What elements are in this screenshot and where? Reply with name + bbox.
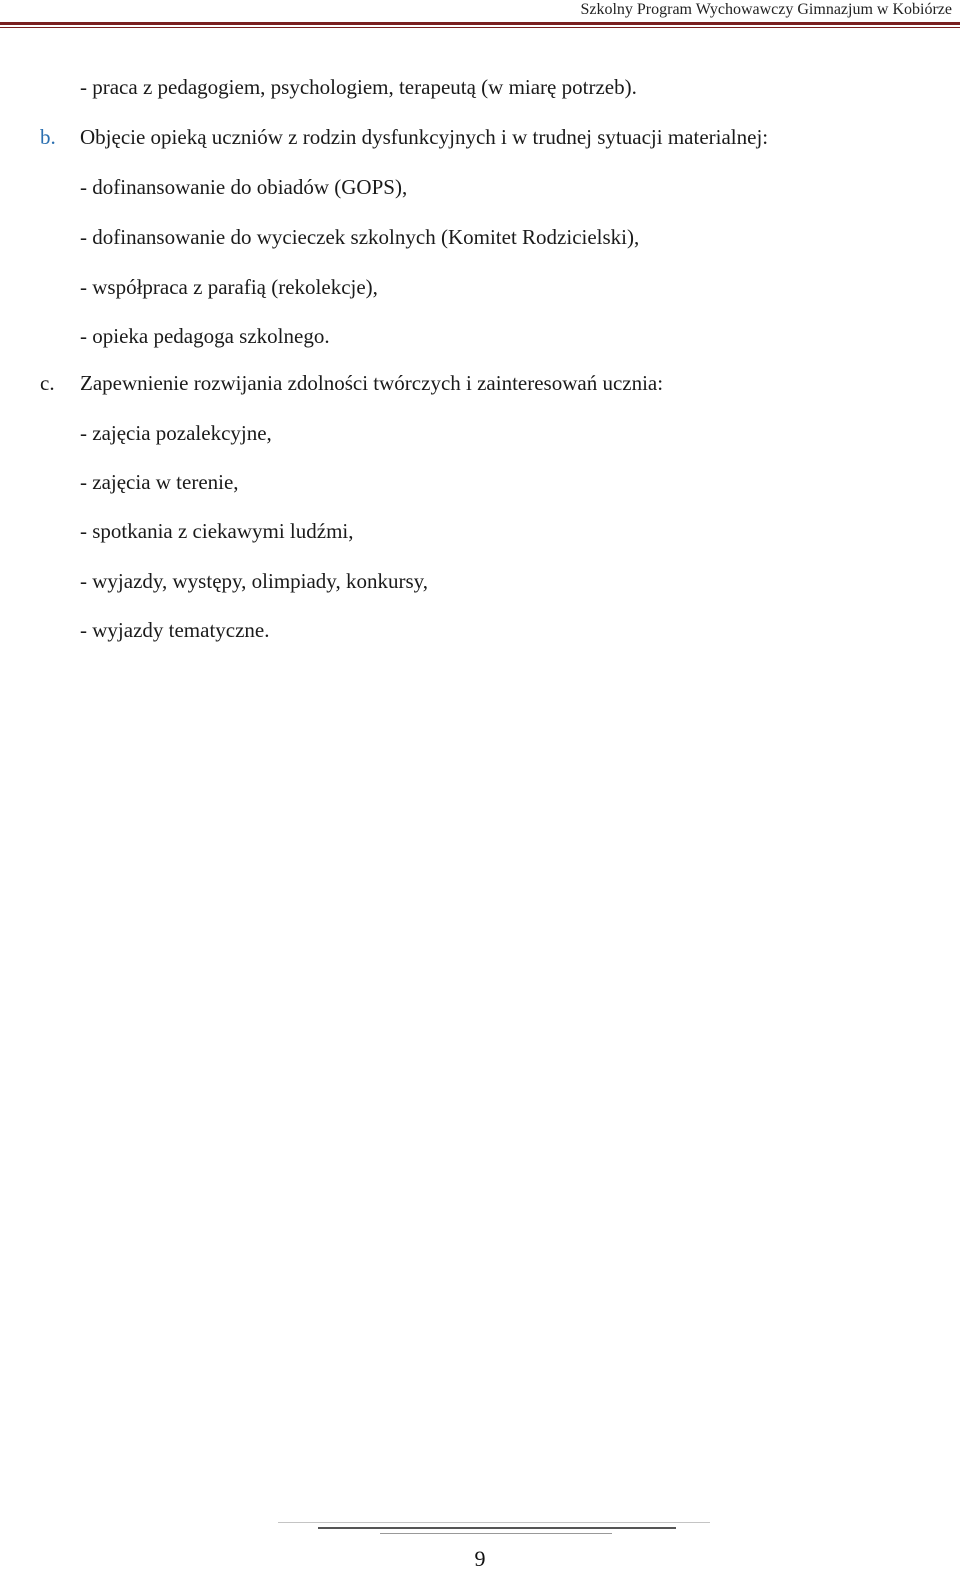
footer-rule — [278, 1522, 710, 1523]
footer-rule — [318, 1527, 676, 1529]
list-item: - współpraca z parafią (rekolekcje), — [80, 275, 378, 299]
section-b-letter: b. — [40, 125, 56, 149]
section-c-letter: c. — [40, 371, 55, 395]
header-rule-thin — [0, 27, 960, 28]
section-c-title: Zapewnienie rozwijania zdolności twórczych i zainteresowań ucznia: — [80, 371, 664, 395]
list-item: - dofinansowanie do wycieczek szkolnych (Komitet Rodzicielski), — [80, 225, 640, 249]
list-item: - zajęcia w terenie, — [80, 470, 239, 494]
intro-line: - praca z pedagogiem, psychologiem, terapeutą (w miarę potrzeb). — [80, 75, 637, 99]
list-item: - wyjazdy, występy, olimpiady, konkursy, — [80, 569, 428, 593]
list-item: - wyjazdy tematyczne. — [80, 618, 270, 642]
section-c-heading — [40, 370, 663, 396]
list-item: - opieka pedagoga szkolnego. — [80, 324, 330, 348]
list-item: - spotkania z ciekawymi ludźmi, — [80, 519, 354, 543]
running-header: Szkolny Program Wychowawczy Gimnazjum w Kobiórze — [580, 1, 952, 18]
section-b-title: Objęcie opieką uczniów z rodzin dysfunkcyjnych i w trudnej sytuacji materialnej: — [80, 125, 769, 149]
list-item: - dofinansowanie do obiadów (GOPS), — [80, 175, 408, 199]
list-item: - zajęcia pozalekcyjne, — [80, 421, 272, 445]
page-number: 9 — [474, 1546, 486, 1571]
header-rule — [0, 22, 960, 25]
footer-rule — [380, 1533, 612, 1534]
section-b-heading — [40, 124, 768, 150]
